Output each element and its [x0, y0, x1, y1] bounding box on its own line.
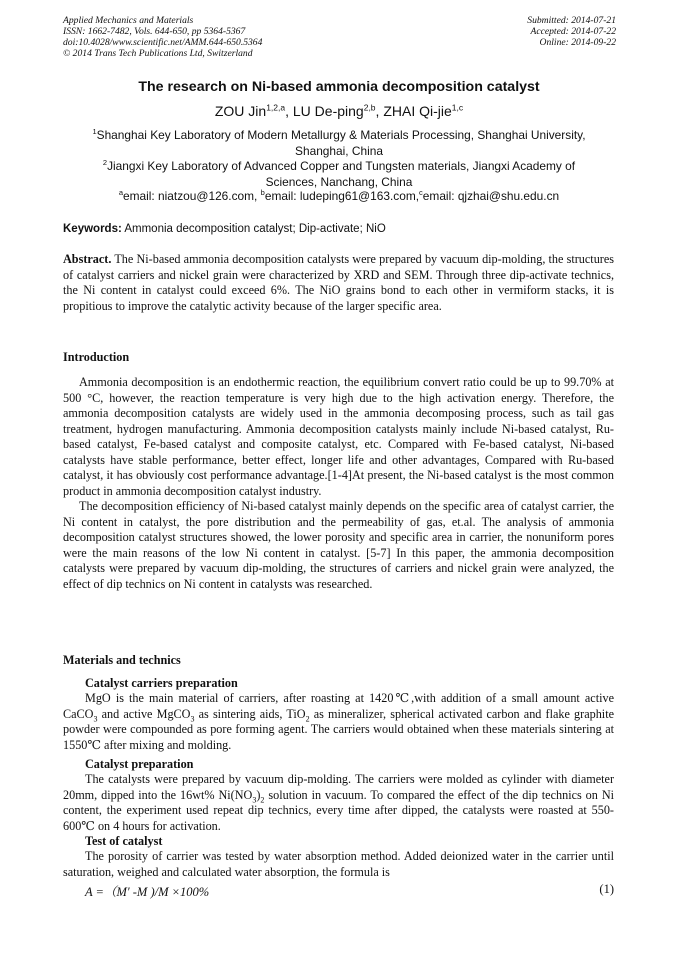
author-list — [0, 103, 678, 119]
journal-name: Applied Mechanics and Materials — [63, 15, 194, 26]
email-c: email: qjzhai@shu.edu.cn — [422, 189, 560, 203]
paper-title: The research on Ni-based ammonia decomposition catalyst — [138, 79, 540, 95]
email-mark: b — [260, 188, 265, 198]
dates-header — [527, 15, 616, 48]
journal-header — [63, 15, 262, 59]
affiliation-text: Shanghai, China — [295, 143, 383, 158]
email-line — [0, 189, 678, 205]
submitted-date: Submitted: 2014-07-21 — [527, 15, 616, 26]
author-name: ZOU Jin — [214, 103, 267, 119]
author-separator: , — [375, 103, 384, 119]
doi-line: doi:10.4028/www.scientific.net/AMM.644-650.5364 — [63, 37, 263, 48]
introduction-body — [63, 375, 614, 592]
paragraph: Ammonia decomposition is an endothermic reaction, the equilibrium convert ratio could be up to 99.70% at 500 °C, however, the reaction temperature is very high due to the high activation energy. Therefore, the ammonia decomposition catalysts are widely used in the ammonia decomposing process, such as tail gas treatment, hydrogen manufacturing. Ammonia decomposition catalysts mainly include Ni-based catalyst, Ru-based catalyst, Fe-based catalyst and composite catalyst, etc. Compared with Fe-based catalyst, Ni-based catalysts have stable performance, better effect, longer life and other advantages, Compared with Ru-based catalyst, it has obviously cost performance advantage.[1-4]At present, the Ni-based catalyst is the most common product in ammonia decomposition catalyst industry. — [63, 375, 614, 498]
paragraph: The catalysts were prepared by vacuum dip-molding. The carriers were molded as cylinder with diameter 20mm, dipped into the 16wt% $Ni(NO_3)_2$ solution in vacuum. To compared the effect of the dip technics on Ni content, the experiment used repeat dip technics, every time after dipped, the catalysts were roasted at 550-600℃ on 4 hours for activation. — [63, 772, 615, 833]
abstract-text: The Ni-based ammonia decomposition catalysts were prepared by vacuum dip-molding, the structures of catalyst carriers and nickel grain were characterized by XRD and SEM. Through three dip-activate technics, the Ni content in catalyst could exceed 6%. The NiO grains bond to each other in vermiform stacks, it is propitious to improve the catalytic activity because of the larger specific area. — [63, 252, 614, 313]
abstract-label: Abstract. — [63, 252, 112, 266]
subsection-heading: Test of catalyst — [85, 834, 163, 848]
keywords — [63, 223, 386, 235]
author-separator: , — [285, 103, 293, 119]
copyright-line: © 2014 Trans Tech Publications Ltd, Switzerland — [63, 48, 253, 59]
paragraph: MgO is the main material of carriers, after roasting at 1420℃,with addition of a small amount active CaCO$_3$ and active MgCO$_3$ as sintering aids, TiO$_2$ as mineralizer, spherical activated carbon and flake graphite powder were compounded as pore forming agent. The carriers would obtained when these materials sintering at 1550℃ after mixing and molding. — [63, 691, 614, 752]
affiliation-2 — [0, 159, 678, 190]
paragraph: The porosity of carrier was tested by water absorption method. Added deionized water in the carrier until saturation, weighed and calculated water absorption, the formula is — [63, 849, 614, 879]
email-mark: a — [118, 188, 124, 198]
affiliation-text: Jiangxi Key Laboratory of Advanced Copper and Tungsten materials, Jiangxi Academy of — [107, 159, 576, 173]
equation: A =（M′ -M )/M ×100% — [85, 885, 210, 899]
affiliation-mark: 1 — [92, 127, 97, 137]
online-date: Online: 2014-09-22 — [539, 37, 616, 48]
keywords-label: Keywords: — [63, 223, 122, 235]
equation-number: (1) — [599, 882, 614, 896]
subsection-heading: Catalyst carriers preparation — [85, 676, 238, 690]
affiliation-1 — [0, 128, 678, 159]
paragraph: The decomposition efficiency of Ni-based catalyst mainly depends on the specific area of catalyst carrier, the Ni content in catalyst, the pore distribution and the permeability of gas, et.al. The analysis of ammonia decomposition catalyst structures showed, the lower porosity and specific area in carrier, the nonuniform pores were the main reasons of the low Ni content in catalyst. [5-7] In this paper, the ammonia decomposition catalysts were prepared by vacuum dip-molding, the structures of carriers and nickel grain were analyzed, the effect of dip technics on Ni content in catalysts was researched. — [63, 499, 614, 591]
accepted-date: Accepted: 2014-07-22 — [530, 26, 616, 37]
author-affiliation-mark: 2,b — [363, 102, 376, 113]
keywords-text: Ammonia decomposition catalyst; Dip-activate; NiO — [121, 223, 386, 235]
author-name: ZHAI Qi-jie — [383, 103, 452, 119]
email-b: email: ludeping61@163.com, — [264, 189, 420, 203]
author-affiliation-mark: 1,2,a — [266, 102, 286, 113]
author-affiliation-mark: 1,c — [451, 102, 464, 113]
subsection-heading: Catalyst preparation — [85, 757, 194, 771]
affiliation-text: Shanghai Key Laboratory of Modern Metallurgy & Materials Processing, Shanghai University, — [96, 128, 586, 142]
section-heading-introduction: Introduction — [63, 350, 130, 364]
issn-line: ISSN: 1662-7482, Vols. 644-650, pp 5364-5367 — [63, 26, 246, 37]
author-name: LU De-ping — [292, 103, 364, 119]
affiliation-text: Sciences, Nanchang, China — [265, 174, 413, 189]
email-a: email: niatzou@126.com, — [123, 189, 261, 203]
affiliation-mark: 2 — [102, 158, 108, 168]
section-heading-materials: Materials and technics — [63, 653, 181, 667]
abstract — [63, 252, 614, 314]
email-mark: c — [419, 188, 423, 198]
